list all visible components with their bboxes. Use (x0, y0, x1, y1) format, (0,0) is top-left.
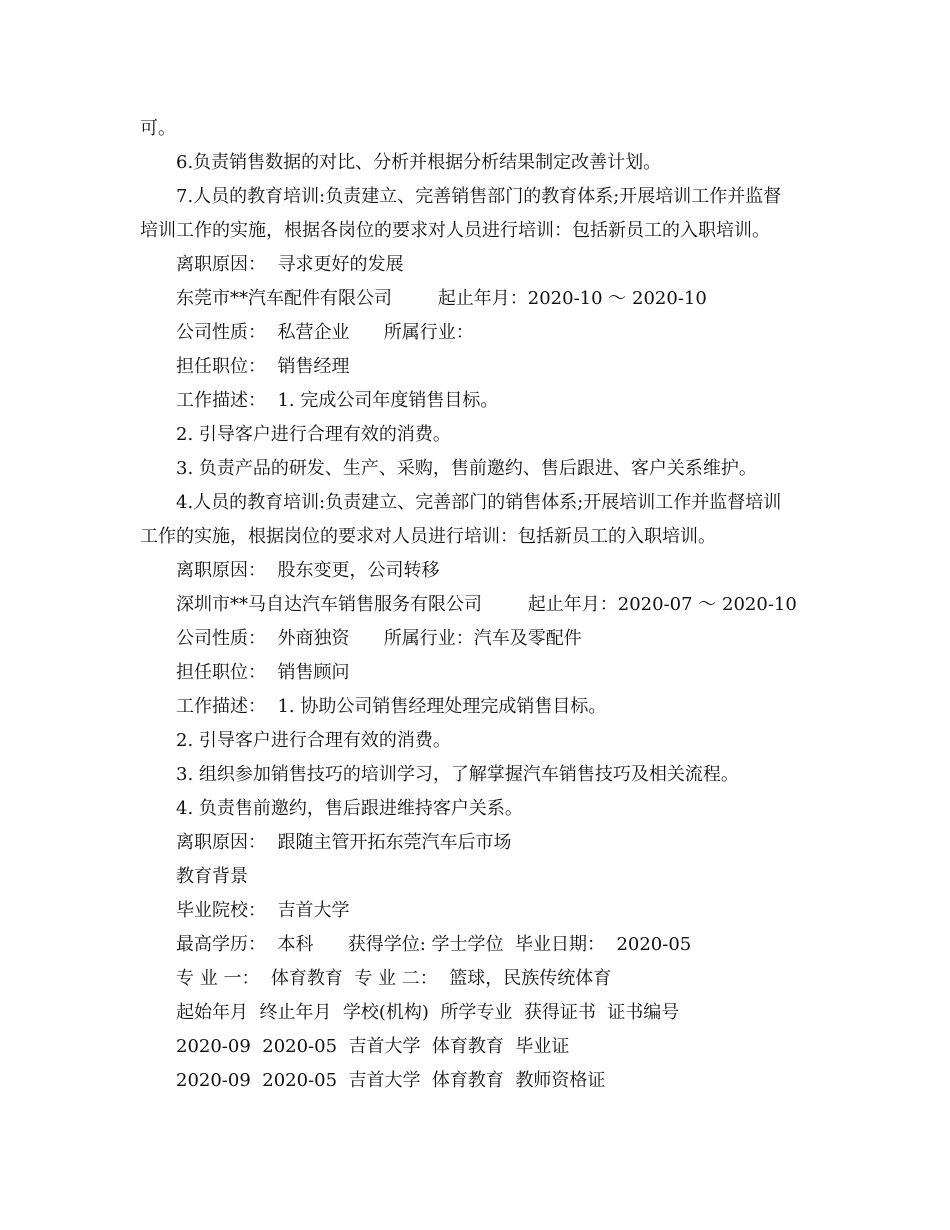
text-line: 4.人员的教育培训:负责建立、完善部门的销售体系;开展培训工作并监督培训 (176, 492, 782, 513)
text-line: 工作描述： 1. 协助公司销售经理处理完成销售目标。 (176, 696, 607, 717)
table-row-line: 2020-09 2020-05 吉首大学 体育教育 教师资格证 (176, 1070, 606, 1091)
text-line: 工作描述： 1. 完成公司年度销售目标。 (176, 390, 499, 411)
table-row-line: 2020-09 2020-05 吉首大学 体育教育 毕业证 (176, 1036, 570, 1057)
text-line: 东莞市**汽车配件有限公司 起止年月：2020-10 ～ 2020-10 (176, 288, 707, 309)
text-line: 7.人员的教育培训:负责建立、完善销售部门的教育体系;开展培训工作并监督 (176, 186, 782, 207)
text-line: 2. 引导客户进行合理有效的消费。 (176, 730, 451, 751)
text-line: 培训工作的实施，根据各岗位的要求对人员进行培训：包括新员工的入职培训。 (140, 220, 770, 241)
text-line: 4. 负责售前邀约，售后跟进维持客户关系。 (176, 798, 523, 819)
text-line: 深圳市**马自达汽车销售服务有限公司 起止年月：2020-07 ～ 2020-10 (176, 594, 797, 615)
text-line: 可。 (140, 118, 176, 139)
text-line: 工作的实施，根据岗位的要求对人员进行培训：包括新员工的入职培训。 (140, 526, 716, 547)
text-line: 3. 负责产品的研发、生产、采购，售前邀约、售后跟进、客户关系维护。 (176, 458, 757, 479)
text-line: 最高学历： 本科 获得学位: 学士学位 毕业日期： 2020-05 (176, 934, 692, 955)
text-line: 毕业院校： 吉首大学 (176, 900, 350, 921)
text-line: 公司性质： 私营企业 所属行业： (176, 322, 474, 343)
text-line: 担任职位： 销售经理 (176, 356, 350, 377)
document-body (140, 112, 820, 1098)
text-line: 专 业 一： 体育教育 专 业 二： 篮球，民族传统体育 (176, 968, 612, 989)
section-heading: 教育背景 (176, 866, 248, 887)
table-header-line: 起始年月 终止年月 学校(机构) 所学专业 获得证书 证书编号 (176, 1002, 680, 1023)
text-line: 离职原因： 跟随主管开拓东莞汽车后市场 (176, 832, 512, 853)
text-line: 6.负责销售数据的对比、分析并根据分析结果制定改善计划。 (176, 152, 662, 173)
text-line: 3. 组织参加销售技巧的培训学习，了解掌握汽车销售技巧及相关流程。 (176, 764, 739, 785)
text-line: 2. 引导客户进行合理有效的消费。 (176, 424, 451, 445)
text-line: 公司性质： 外商独资 所属行业：汽车及零配件 (176, 628, 582, 649)
text-line: 离职原因： 股东变更，公司转移 (176, 560, 440, 581)
text-line: 担任职位： 销售顾问 (176, 662, 350, 683)
text-line: 离职原因： 寻求更好的发展 (176, 254, 404, 275)
